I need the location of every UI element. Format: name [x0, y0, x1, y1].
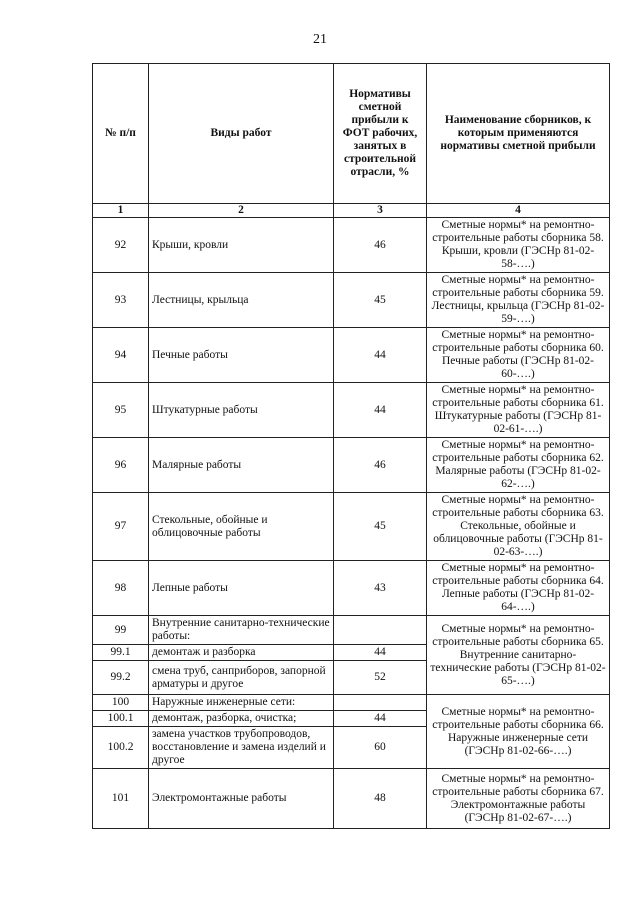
work-type: Штукатурные работы	[149, 383, 334, 438]
row-number: 92	[93, 218, 149, 273]
column-number: 4	[427, 204, 610, 218]
profit-norm: 44	[334, 711, 427, 727]
header-row	[93, 64, 610, 204]
header-work-type: Виды работ	[149, 64, 334, 204]
collection-name: Сметные нормы* на ремонтно-строительные работы сборника 66. Наружные инженерные сети (ГЭСНр 81-02-66-….)	[427, 695, 610, 769]
profit-norm	[334, 695, 427, 711]
work-type: Электромонтажные работы	[149, 769, 334, 829]
collection-name: Сметные нормы* на ремонтно-строительные работы сборника 61. Штукатурные работы (ГЭСНр 81-02-61-….)	[427, 383, 610, 438]
collection-name: Сметные нормы* на ремонтно-строительные работы сборника 59. Лестницы, крыльца (ГЭСНр 81-02-59-….)	[427, 273, 610, 328]
work-type: Лепные работы	[149, 561, 334, 616]
collection-name: Сметные нормы* на ремонтно-строительные работы сборника 58. Крыши, кровли (ГЭСНр 81-02-58-….)	[427, 218, 610, 273]
header-collection: Наименование сборников, к которым применяются нормативы сметной прибыли	[427, 64, 610, 204]
row-number: 93	[93, 273, 149, 328]
profit-norm: 44	[334, 328, 427, 383]
work-type: смена труб, санприборов, запорной арматуры и другое	[149, 661, 334, 695]
work-type: Малярные работы	[149, 438, 334, 493]
header-profit-norm: Нормативы сметной прибыли к ФОТ рабочих, занятых в строительной отрасли, %	[334, 64, 427, 204]
table-row	[93, 769, 610, 829]
estimate-profit-table	[92, 63, 610, 829]
row-number: 100.1	[93, 711, 149, 727]
collection-name: Сметные нормы* на ремонтно-строительные работы сборника 67. Электромонтажные работы (ГЭСНр 81-02-67-….)	[427, 769, 610, 829]
work-type: Внутренние санитарно-технические работы:	[149, 616, 334, 645]
header-number: № п/п	[93, 64, 149, 204]
profit-norm: 45	[334, 493, 427, 561]
collection-name: Сметные нормы* на ремонтно-строительные работы сборника 60. Печные работы (ГЭСНр 81-02-60-….)	[427, 328, 610, 383]
profit-norm: 45	[334, 273, 427, 328]
work-type: демонтаж, разборка, очистка;	[149, 711, 334, 727]
profit-norm: 44	[334, 645, 427, 661]
table-row	[93, 273, 610, 328]
work-type: замена участков трубопроводов, восстановление и замена изделий и другое	[149, 727, 334, 769]
profit-norm	[334, 616, 427, 645]
table-row	[93, 438, 610, 493]
column-number: 3	[334, 204, 427, 218]
table-row	[93, 383, 610, 438]
column-number-row	[93, 204, 610, 218]
page-number: 21	[313, 32, 327, 47]
row-number: 101	[93, 769, 149, 829]
work-type: демонтаж и разборка	[149, 645, 334, 661]
table-row	[93, 561, 610, 616]
table-row	[93, 493, 610, 561]
profit-norm: 60	[334, 727, 427, 769]
row-number: 97	[93, 493, 149, 561]
table-row	[93, 328, 610, 383]
row-number: 99.1	[93, 645, 149, 661]
row-number: 96	[93, 438, 149, 493]
collection-name: Сметные нормы* на ремонтно-строительные работы сборника 63. Стекольные, обойные и облицовочные работы (ГЭСНр 81-02-63-….)	[427, 493, 610, 561]
row-number: 99.2	[93, 661, 149, 695]
row-number: 98	[93, 561, 149, 616]
row-number: 100	[93, 695, 149, 711]
collection-name: Сметные нормы* на ремонтно-строительные работы сборника 64. Лепные работы (ГЭСНр 81-02-64-….)	[427, 561, 610, 616]
row-number: 94	[93, 328, 149, 383]
table-row	[93, 616, 610, 645]
work-type: Стекольные, обойные и облицовочные работы	[149, 493, 334, 561]
profit-norm: 44	[334, 383, 427, 438]
work-type: Наружные инженерные сети:	[149, 695, 334, 711]
row-number: 100.2	[93, 727, 149, 769]
work-type: Печные работы	[149, 328, 334, 383]
column-number: 2	[149, 204, 334, 218]
column-number: 1	[93, 204, 149, 218]
profit-norm: 43	[334, 561, 427, 616]
collection-name: Сметные нормы* на ремонтно-строительные работы сборника 62. Малярные работы (ГЭСНр 81-02-62-….)	[427, 438, 610, 493]
table-row	[93, 695, 610, 711]
profit-norm: 46	[334, 218, 427, 273]
profit-norm: 52	[334, 661, 427, 695]
row-number: 95	[93, 383, 149, 438]
work-type: Крыши, кровли	[149, 218, 334, 273]
collection-name: Сметные нормы* на ремонтно-строительные работы сборника 65. Внутренние санитарно-технические работы (ГЭСНр 81-02-65-….)	[427, 616, 610, 695]
row-number: 99	[93, 616, 149, 645]
profit-norm: 46	[334, 438, 427, 493]
profit-norm: 48	[334, 769, 427, 829]
table-row	[93, 218, 610, 273]
work-type: Лестницы, крыльца	[149, 273, 334, 328]
